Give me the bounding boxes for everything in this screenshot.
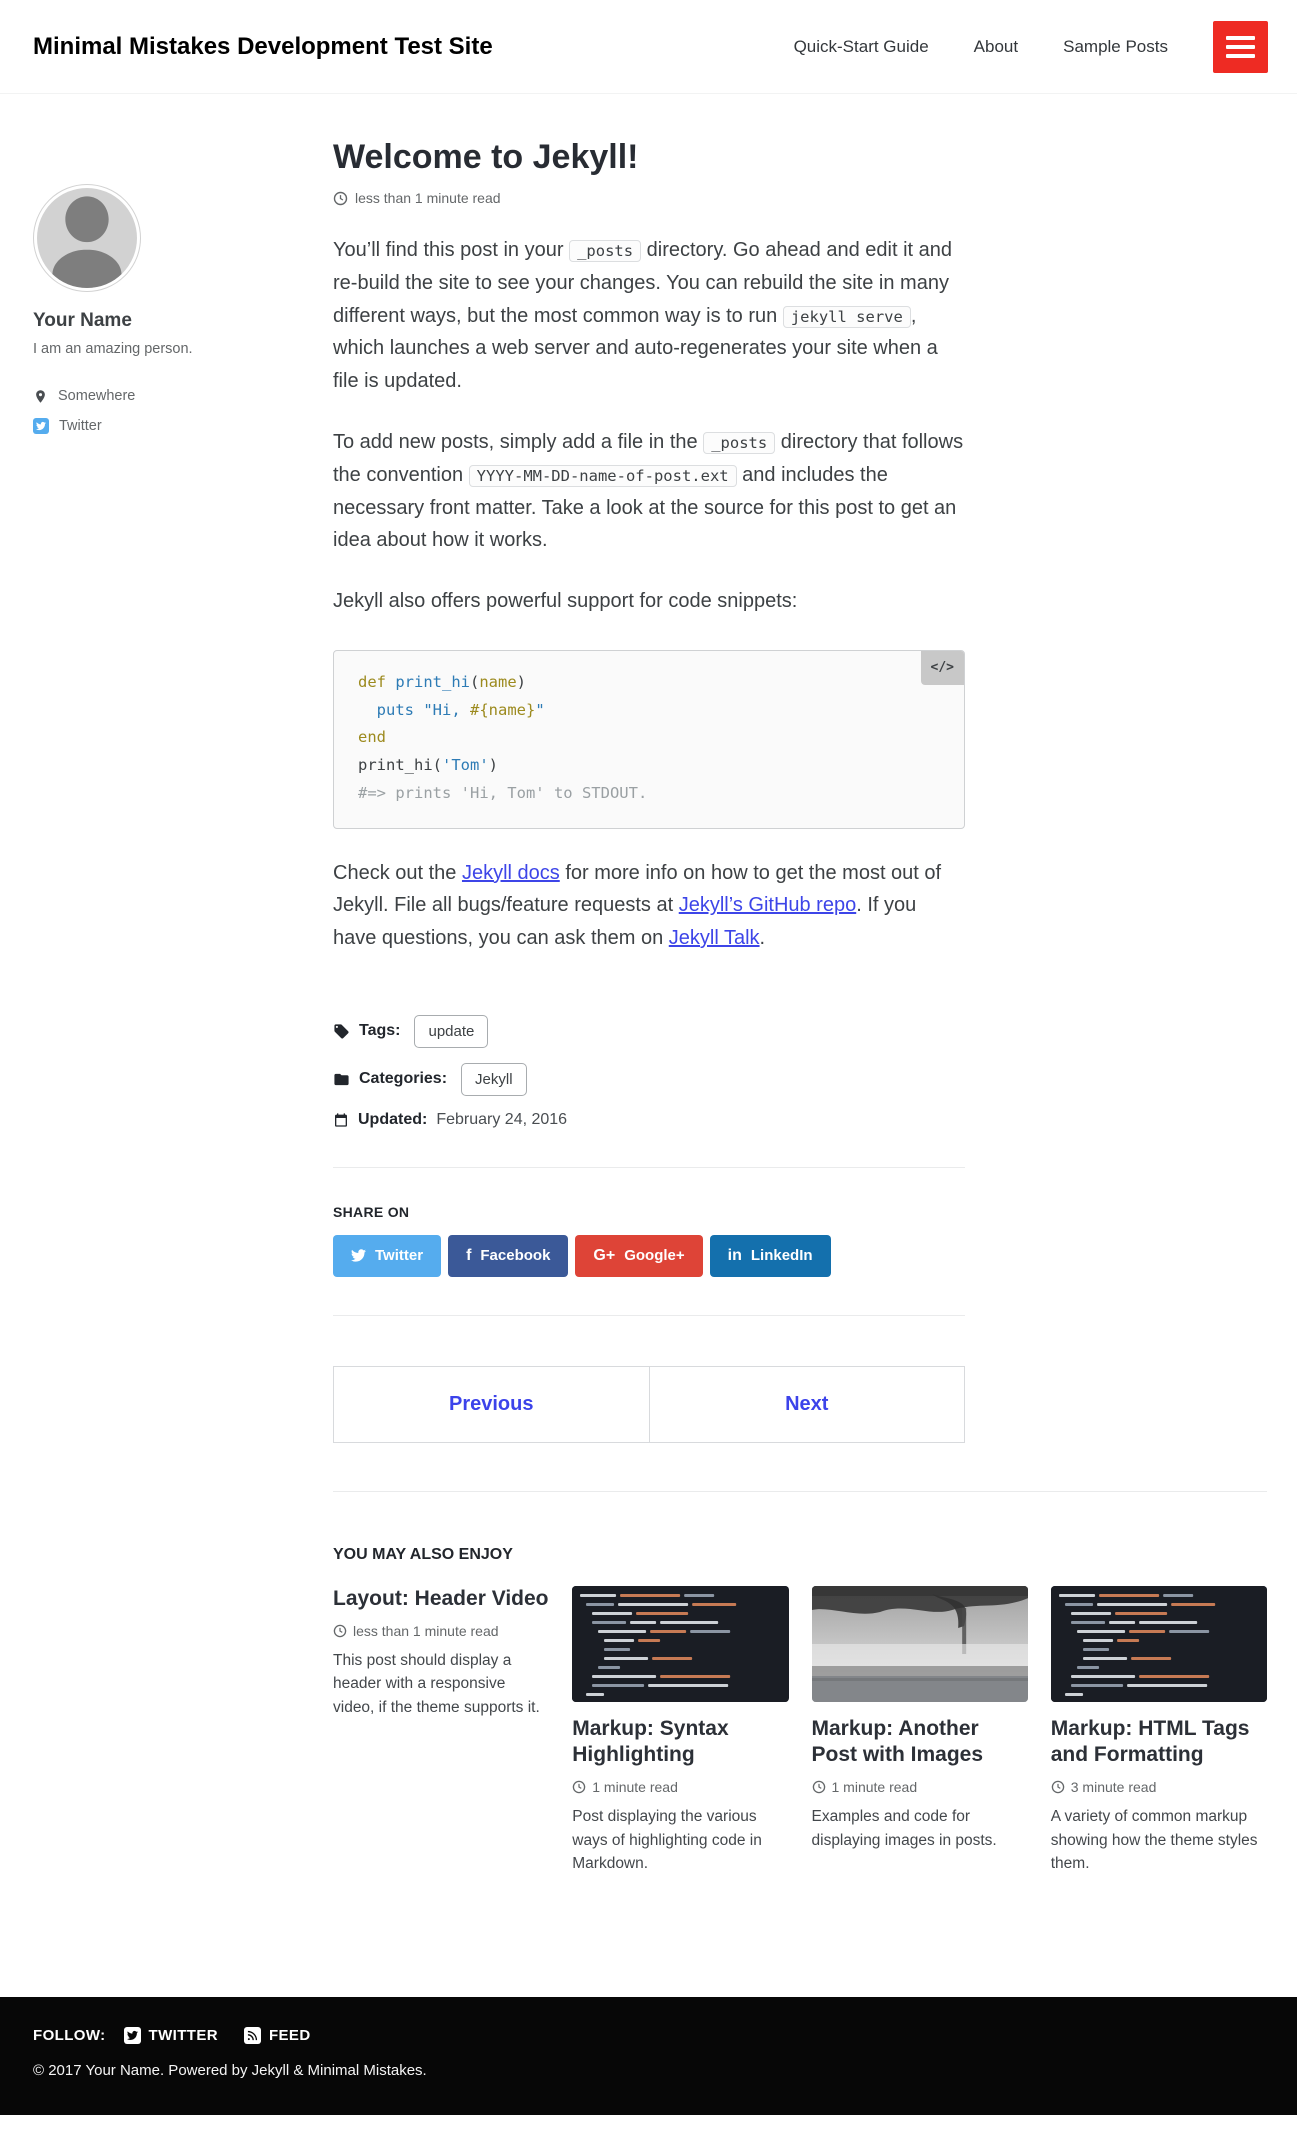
- related-post-card: [1051, 1586, 1267, 1875]
- footer-feed-link[interactable]: [244, 2027, 311, 2044]
- code-token: print_hi(: [358, 756, 442, 775]
- related-excerpt: This post should display a header with a responsive video, if the theme supports it.: [333, 1652, 540, 1716]
- code-token: end: [358, 728, 386, 747]
- share-heading: SHARE ON: [333, 1203, 410, 1220]
- updated-row: [333, 1111, 965, 1129]
- code-token: #{name}: [470, 700, 536, 719]
- code-line-1: [358, 669, 940, 697]
- divider: [333, 1315, 965, 1316]
- hamburger-menu-button[interactable]: [1213, 21, 1268, 73]
- site-title[interactable]: Minimal Mistakes Development Test Site: [33, 32, 493, 60]
- related-post-title[interactable]: Layout: Header Video: [333, 1586, 549, 1610]
- post-pagination: [333, 1366, 965, 1443]
- footer-twitter-link[interactable]: [124, 2027, 218, 2044]
- author-twitter-link[interactable]: [33, 411, 288, 441]
- text: and includes the necessary front matter. Take a look at the source for this post to get an idea about how it works.: [333, 463, 957, 552]
- related-heading: YOU MAY ALSO ENJOY: [333, 1545, 513, 1563]
- share-googleplus-button[interactable]: [575, 1235, 702, 1277]
- tag-pill-update[interactable]: update: [414, 1015, 488, 1048]
- copyright: © 2017 Your Name. Powered by Jekyll & Minimal Mistakes.: [33, 2062, 427, 2080]
- read-time-label: 3 minute read: [1070, 1779, 1157, 1796]
- twitter-square-icon: [124, 2027, 141, 2044]
- related-read-time: [1051, 1779, 1267, 1795]
- code-line-3: [358, 724, 940, 752]
- code-token: 'Tom': [442, 756, 489, 775]
- teaser-image-code-screenshot: [1051, 1586, 1267, 1702]
- clock-icon: [812, 1780, 826, 1794]
- paragraph-4: [333, 857, 965, 955]
- code-token: ): [488, 756, 499, 775]
- post-body: [333, 234, 965, 955]
- footer-follow-row: [33, 2027, 1264, 2044]
- author-location: [33, 381, 288, 411]
- clock-icon: [333, 1624, 347, 1638]
- jekyll-docs-link[interactable]: Jekyll docs: [461, 861, 560, 884]
- related-post-card: [812, 1586, 1028, 1875]
- updated-label: Updated:: [358, 1110, 428, 1128]
- twitter-icon: [351, 1248, 366, 1263]
- code-line-2: [358, 697, 940, 725]
- page-layout: [0, 138, 1297, 1875]
- previous-post-button[interactable]: Previous: [333, 1366, 650, 1443]
- related-excerpt: Post displaying the various ways of highlighting code in Markdown.: [572, 1808, 762, 1872]
- code-line-5: [358, 780, 940, 808]
- tags-icon: [333, 1023, 350, 1040]
- author-location-label: Somewhere: [58, 388, 136, 404]
- avatar: [33, 184, 141, 292]
- tags-label: Tags:: [359, 1022, 401, 1040]
- related-post-title[interactable]: Markup: HTML Tags and Formatting: [1050, 1716, 1250, 1767]
- related-grid: [333, 1586, 1267, 1875]
- tags-row: [333, 1015, 965, 1048]
- text: Check out the: [333, 861, 462, 884]
- google-plus-icon: G+: [593, 1246, 616, 1264]
- code-token: "Hi,: [423, 700, 470, 719]
- category-pill-jekyll[interactable]: Jekyll: [461, 1063, 527, 1096]
- inline-code-post-filename-convention: YYYY-MM-DD-name-of-post.ext: [469, 465, 737, 487]
- text: .: [759, 927, 766, 950]
- main-column: [333, 138, 1267, 1875]
- clock-icon: [572, 1780, 586, 1794]
- share-facebook-label: Facebook: [480, 1247, 551, 1265]
- share-linkedin-button[interactable]: [710, 1235, 831, 1277]
- related-post-card: [572, 1586, 788, 1875]
- inline-code-posts-dir: _posts: [569, 240, 641, 262]
- nav-link-about[interactable]: About: [973, 36, 1019, 56]
- rss-feed-icon: [244, 2027, 261, 2044]
- text: directory. Go ahead and edit it and re-build the site to see your changes. You can rebuild the site in many different ways, but the most common way is to run: [333, 239, 953, 327]
- share-buttons: [333, 1235, 965, 1277]
- author-name: Your Name: [33, 310, 132, 331]
- masthead-nav: [794, 21, 1268, 73]
- related-posts-section: [333, 1546, 1267, 1875]
- code-token: ": [535, 700, 545, 719]
- footer-twitter-label: TWITTER: [148, 2027, 218, 2045]
- categories-row: [333, 1063, 965, 1096]
- text: directory that follows the convention: [333, 431, 964, 486]
- share-facebook-button[interactable]: [448, 1235, 568, 1277]
- read-time-label: less than 1 minute read: [355, 190, 501, 207]
- code-block: [333, 650, 965, 828]
- share-linkedin-label: LinkedIn: [750, 1247, 813, 1265]
- inline-code-jekyll-serve: jekyll serve: [783, 306, 911, 328]
- nav-link-quick-start-guide[interactable]: Quick-Start Guide: [793, 36, 929, 56]
- divider: [333, 1167, 965, 1168]
- author-sidebar: [33, 184, 288, 441]
- paragraph-1: [333, 234, 965, 398]
- section-divider: [333, 1491, 1267, 1492]
- clock-icon: [333, 191, 348, 206]
- author-bio: I am an amazing person.: [33, 341, 193, 357]
- site-footer: [0, 1997, 1297, 2115]
- post-meta: [333, 1015, 965, 1129]
- code-token: puts: [358, 700, 424, 719]
- calendar-icon: [333, 1112, 349, 1128]
- paragraph-2: [333, 426, 965, 557]
- text: You’ll find this post in your: [333, 239, 570, 262]
- post-article: [333, 138, 965, 1443]
- related-excerpt: Examples and code for displaying images in posts.: [811, 1808, 997, 1849]
- code-line-4: [358, 752, 940, 780]
- post-read-time: [333, 190, 965, 206]
- map-marker-icon: [33, 389, 48, 404]
- clock-icon: [1051, 1780, 1065, 1794]
- code-icon: </>: [921, 651, 964, 685]
- code-comment: #=> prints 'Hi, Tom' to STDOUT.: [358, 783, 648, 802]
- follow-label: FOLLOW:: [33, 2027, 106, 2045]
- related-post-card: [333, 1586, 549, 1875]
- author-links: [33, 381, 288, 441]
- next-post-button[interactable]: Next: [650, 1366, 966, 1443]
- jekyll-github-repo-link[interactable]: Jekyll’s GitHub repo: [678, 894, 857, 917]
- code-token: ): [516, 673, 527, 692]
- footer-feed-label: FEED: [268, 2027, 311, 2045]
- person-silhouette-icon: [37, 188, 137, 288]
- twitter-icon: [33, 418, 49, 434]
- read-time-label: 1 minute read: [831, 1779, 918, 1796]
- related-read-time: [572, 1779, 788, 1795]
- teaser-image-code-screenshot: [572, 1586, 788, 1702]
- text: , which launches a web server and auto-regenerates your site when a file is updated.: [333, 304, 938, 393]
- nav-link-sample-posts[interactable]: Sample Posts: [1063, 36, 1168, 56]
- folder-open-icon: [333, 1071, 350, 1088]
- related-post-title[interactable]: Markup: Syntax Highlighting: [572, 1716, 729, 1767]
- text: for more info on how to get the most out of Jekyll. File all bugs/feature requests at: [333, 861, 942, 917]
- text: . If you have questions, you can ask them on: [333, 894, 917, 950]
- hamburger-bar: [1226, 54, 1255, 58]
- masthead: [0, 0, 1297, 94]
- read-time-label: less than 1 minute read: [353, 1623, 499, 1640]
- categories-label: Categories:: [359, 1070, 448, 1088]
- updated-date: February 24, 2016: [436, 1110, 568, 1128]
- author-twitter-label: Twitter: [59, 418, 102, 434]
- read-time-label: 1 minute read: [592, 1779, 678, 1796]
- hamburger-bar: [1226, 36, 1255, 40]
- post-title: Welcome to Jekyll!: [333, 138, 639, 176]
- related-read-time: [333, 1623, 549, 1639]
- teaser-image-foggy-landscape: [812, 1586, 1028, 1702]
- share-twitter-label: Twitter: [375, 1247, 424, 1265]
- inline-code-posts-dir: _posts: [703, 432, 775, 454]
- related-post-title[interactable]: Markup: Another Post with Images: [811, 1716, 984, 1767]
- share-twitter-button[interactable]: [333, 1235, 441, 1277]
- code-token: name: [479, 673, 517, 692]
- linkedin-icon: in: [727, 1246, 742, 1264]
- related-excerpt: A variety of common markup showing how the theme styles them.: [1050, 1808, 1258, 1872]
- hamburger-bar: [1226, 45, 1255, 49]
- code-token: (: [470, 673, 480, 692]
- code-token: print_hi: [386, 673, 470, 692]
- jekyll-talk-link[interactable]: Jekyll Talk: [668, 927, 760, 950]
- paragraph-3: Jekyll also offers powerful support for code snippets:: [333, 590, 798, 613]
- share-googleplus-label: Google+: [624, 1247, 685, 1265]
- text: To add new posts, simply add a file in the: [333, 431, 704, 454]
- related-read-time: [812, 1779, 1028, 1795]
- code-token: def: [358, 673, 386, 692]
- facebook-icon: f: [466, 1246, 472, 1264]
